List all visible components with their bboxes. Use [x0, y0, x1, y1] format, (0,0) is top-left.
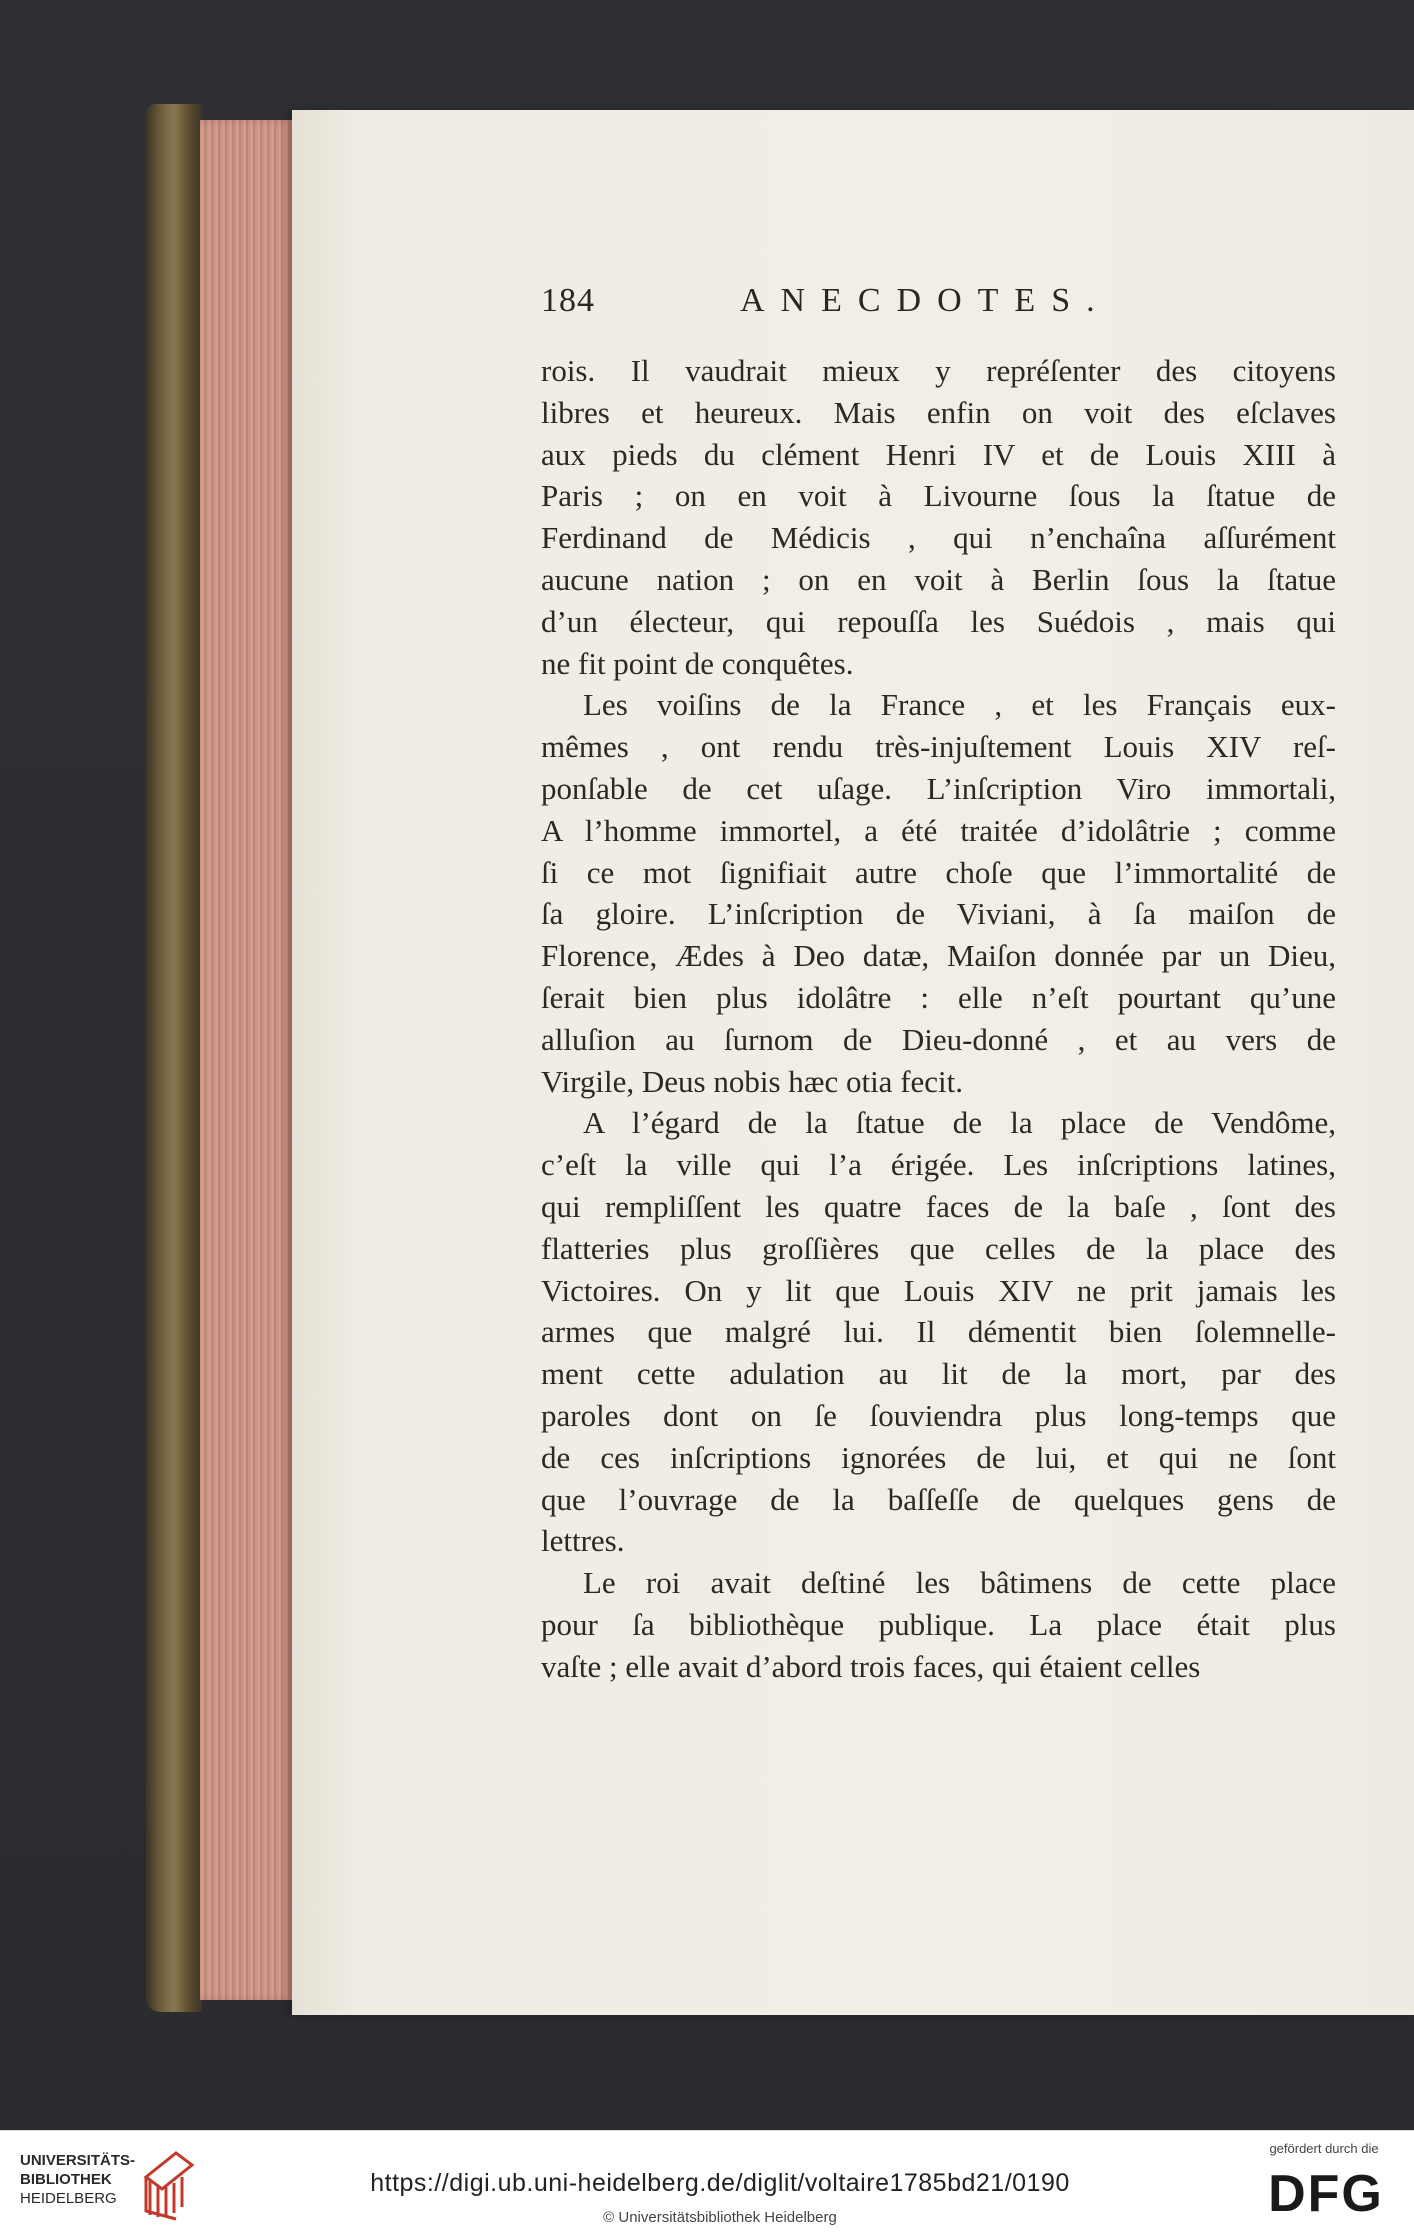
text-line: armes que malgré lui. Il démentit bien ſolemnelle- — [541, 1314, 1336, 1350]
library-name-line: UNIVERSITÄTS- — [20, 2152, 136, 2169]
text-line: ſa gloire. L’inſcription de Viviani, à ſa maiſon de — [541, 896, 1336, 932]
text-line: A l’égard de la ſtatue de la place de Vendôme, — [583, 1105, 1336, 1141]
running-title: ANECDOTES. — [740, 282, 1111, 319]
body-text — [541, 350, 1336, 1688]
text-line: Florence, Ædes à Deo datæ, Maiſon donnée par un Dieu, — [541, 938, 1336, 974]
text-line: mêmes , ont rendu très-injuſtement Louis XIV reſ- — [541, 729, 1336, 765]
text-line: libres et heureux. Mais enfin on voit des eſclaves — [541, 394, 1336, 430]
dfg-logo-text: DFG — [1268, 2165, 1384, 2219]
text-line: ne fit point de conquêtes. — [541, 645, 854, 681]
text-line: lettres. — [541, 1523, 625, 1559]
text-line: Victoires. On y lit que Louis XIV ne prit jamais les — [541, 1272, 1336, 1308]
page-number: 184 — [541, 282, 595, 319]
text-line: alluſion au ſurnom de Dieu-donné , et au vers de — [541, 1021, 1336, 1057]
text-line: aucune nation ; on en voit à Berlin ſous la ſtatue — [541, 561, 1336, 597]
text-line: paroles dont on ſe ſouviendra plus long-temps que — [541, 1397, 1336, 1433]
text-line: de ces inſcriptions ignorées de lui, et qui ne ſont — [541, 1439, 1336, 1475]
sponsor-label: gefördert durch die — [1269, 2141, 1379, 2156]
text-line: Ferdinand de Médicis , qui n’enchaîna aſſurément — [541, 520, 1336, 556]
text-line: flatteries plus groſſières que celles de la place des — [541, 1230, 1336, 1266]
text-line: aux pieds du clément Henri IV et de Louis XIII à — [541, 436, 1336, 472]
text-line: ſi ce mot ſignifiait autre choſe que l’immortalité de — [541, 854, 1336, 890]
text-line: d’un électeur, qui repouſſa les Suédois , mais qui — [541, 603, 1336, 639]
text-line: Les voiſins de la France , et les Français eux- — [583, 687, 1336, 723]
text-line: ſerait bien plus idolâtre : elle n’eſt pourtant qu’une — [541, 979, 1336, 1015]
viewer-footer — [0, 2130, 1414, 2235]
text-line: qui rempliſſent les quatre faces de la baſe , ſont des — [541, 1188, 1336, 1224]
dfg-logo — [1258, 2163, 1394, 2219]
ub-heidelberg-logo-icon — [136, 2147, 198, 2221]
text-line: c’eſt la ville qui l’a érigée. Les inſcriptions latines, — [541, 1147, 1336, 1183]
book-spine — [146, 104, 202, 2012]
page-header — [541, 282, 1341, 332]
text-line: rois. Il vaudrait mieux y repréſenter des citoyens — [541, 353, 1336, 388]
text-line: Virgile, Deus nobis hæc otia fecit. — [541, 1063, 964, 1099]
library-name-line: BIBLIOTHEK — [20, 2171, 112, 2188]
text-line: vaſte ; elle avait d’abord trois faces, qui étaient celles — [541, 1648, 1201, 1684]
text-line: A l’homme immortel, a été traitée d’idolâtrie ; comme — [541, 812, 1336, 848]
text-line: que l’ouvrage de la baſſeſſe de quelques gens de — [541, 1481, 1336, 1517]
text-line: ment cette adulation au lit de la mort, par des — [541, 1356, 1336, 1392]
text-line: Paris ; on en voit à Livourne ſous la ſtatue de — [541, 478, 1336, 514]
library-name-line: HEIDELBERG — [20, 2190, 117, 2207]
text-line: pour ſa bibliothèque publique. La place était plus — [541, 1606, 1336, 1642]
page-edges — [200, 120, 296, 2000]
page-url[interactable]: https://digi.ub.uni-heidelberg.de/diglit/voltaire1785bd21/0190 — [370, 2169, 1070, 2197]
library-name — [20, 2151, 150, 2208]
copyright-notice: © Universitätsbibliothek Heidelberg — [603, 2209, 837, 2226]
text-line: ponſable de cet uſage. L’inſcription Viro immortali, — [541, 770, 1336, 806]
text-line: Le roi avait deſtiné les bâtimens de cette place — [583, 1565, 1336, 1601]
